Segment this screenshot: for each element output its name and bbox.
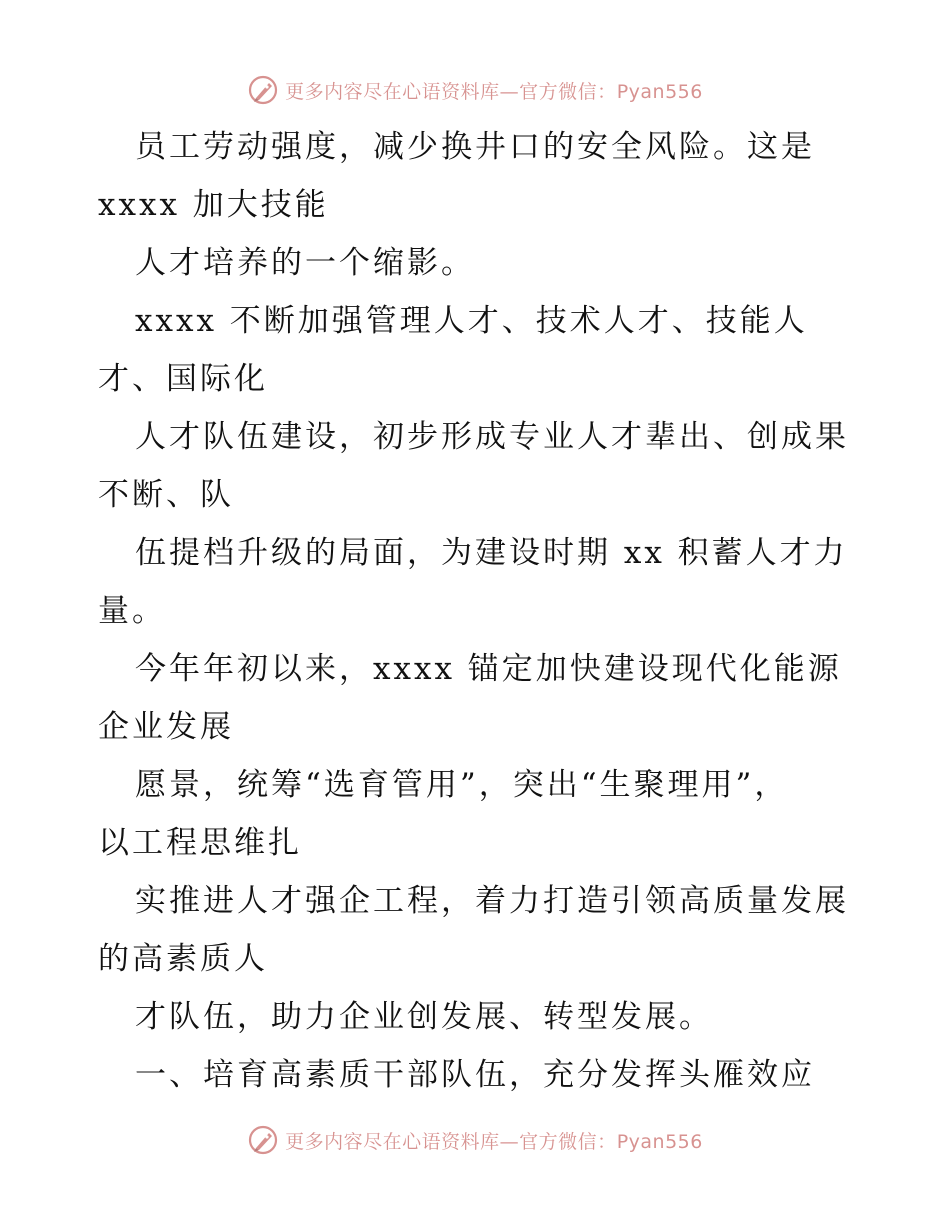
quill-pen-circle-icon xyxy=(247,74,279,106)
text-line: 量。 xyxy=(98,593,166,629)
text-line: 愿景，统筹“选育管用”，突出“生聚理用”， xyxy=(135,767,789,803)
text-line: 以工程思维扎 xyxy=(98,825,302,861)
footer-banner-content xyxy=(247,1124,703,1156)
footer-wechat-label: 官方微信： xyxy=(519,1130,617,1153)
text-line: 今年年初以来，xxxx 锚定加快建设现代化能源 xyxy=(135,651,842,687)
text-line: 人才队伍建设，初步形成专业人才辈出、创成果 xyxy=(135,419,849,455)
text-line: xxxx 不断加强管理人才、技术人才、技能人 xyxy=(135,303,808,339)
header-banner-content xyxy=(247,74,703,106)
header-banner xyxy=(0,70,950,110)
text-line: 的高素质人 xyxy=(98,941,268,977)
footer-separator: — xyxy=(499,1130,520,1153)
footer-banner-text xyxy=(285,1127,703,1154)
header-separator: — xyxy=(499,80,520,103)
document-body xyxy=(98,118,868,1104)
section-heading: 一、培育高素质干部队伍，充分发挥头雁效应 xyxy=(135,1057,815,1093)
text-line: 员工劳动强度，减少换井口的安全风险。这是 xyxy=(135,129,815,165)
footer-banner xyxy=(0,1120,950,1160)
quill-pen-circle-icon xyxy=(247,1124,279,1156)
text-line: 企业发展 xyxy=(98,709,234,745)
text-line: 不断、队 xyxy=(98,477,234,513)
text-line: 实推进人才强企工程，着力打造引领高质量发展 xyxy=(135,883,849,919)
header-banner-text xyxy=(285,77,703,104)
text-line: 伍提档升级的局面，为建设时期 xx 积蓄人才力 xyxy=(135,535,848,571)
text-line: 才队伍，助力企业创发展、转型发展。 xyxy=(135,999,713,1035)
footer-wechat-id: Pyan556 xyxy=(616,1130,703,1153)
text-line: xxxx 加大技能 xyxy=(98,187,329,223)
header-site-text: 更多内容尽在心语资料库 xyxy=(285,80,500,103)
text-line: 人才培养的一个缩影。 xyxy=(135,245,475,281)
header-wechat-label: 官方微信： xyxy=(519,80,617,103)
text-line: 才、国际化 xyxy=(98,361,268,397)
header-wechat-id: Pyan556 xyxy=(616,80,703,103)
footer-site-text: 更多内容尽在心语资料库 xyxy=(285,1130,500,1153)
